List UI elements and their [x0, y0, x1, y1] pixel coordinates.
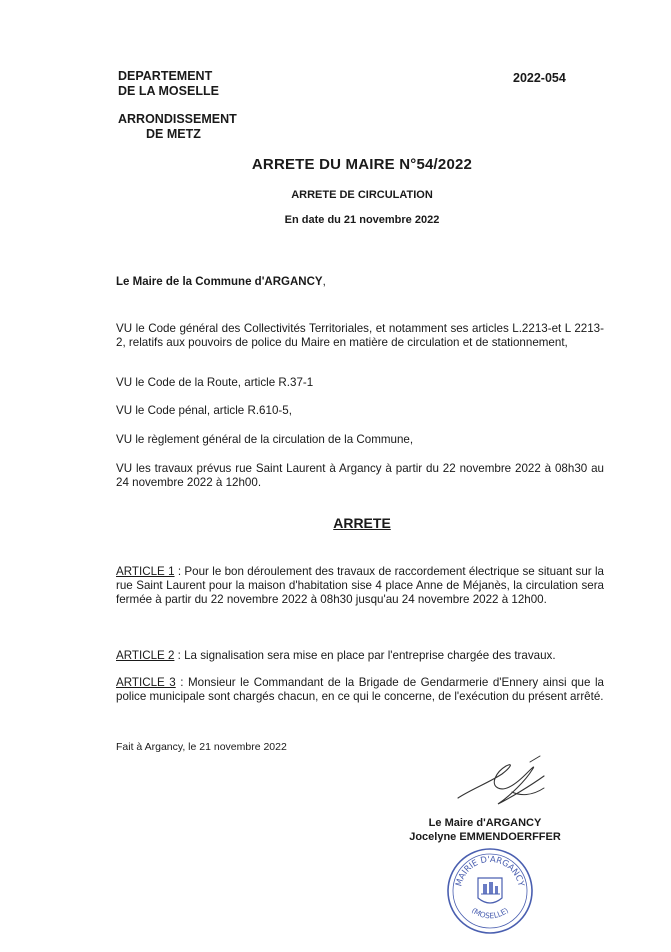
arrondissement-line-1: ARRONDISSEMENT: [118, 112, 237, 126]
consideration-4: VU le règlement général de la circulation de la Commune,: [116, 433, 414, 446]
handwritten-signature: [440, 752, 560, 814]
signatory-title: Le Maire d'ARGANCY: [428, 817, 542, 829]
reference-number: 2022-054: [513, 71, 566, 85]
arrondissement-line-2: DE METZ: [146, 127, 201, 141]
consideration-2: VU le Code de la Route, article R.37-1: [116, 376, 314, 389]
article-2-text: : La signalisation sera mise en place par l'entreprise chargée des travaux.: [174, 649, 556, 662]
arrondissement-block: [118, 112, 237, 142]
article-1: [116, 565, 604, 607]
department-line-2: DE LA MOSELLE: [118, 84, 219, 98]
document-subtitle: ARRETE DE CIRCULATION: [291, 189, 433, 201]
svg-text:(MOSELLE): (MOSELLE): [469, 905, 511, 921]
svg-text:MAIRIE D'ARGANCY: MAIRIE D'ARGANCY: [454, 854, 526, 888]
arrete-heading: ARRETE: [333, 515, 391, 531]
place-date: Fait à Argancy, le 21 novembre 2022: [116, 741, 287, 753]
consideration-5: VU les travaux prévus rue Saint Laurent à Argancy à partir du 22 novembre 2022 à 08h30 au 24 novembre 2022 à 12h00.: [116, 462, 604, 489]
signatory-block: [395, 817, 575, 844]
article-2-label: ARTICLE 2: [116, 649, 175, 662]
document-date: En date du 21 novembre 2022: [284, 214, 440, 226]
article-1-text: : Pour le bon déroulement des travaux de raccordement électrique se situant sur la rue Saint Laurent pour la maison d'habitation sise 4 place Anne de Méjanès, la circulation sera fermée à partir du 22 novembre 2022 à 08h30 jusqu'au 24 novembre 2022 à 12h00.: [116, 565, 605, 606]
department-line-1: DEPARTEMENT: [118, 69, 213, 83]
intro-line: [116, 276, 326, 288]
article-1-label: ARTICLE 1: [116, 565, 175, 578]
article-3-label: ARTICLE 3: [116, 676, 176, 689]
consideration-1: VU le Code général des Collectivités Territoriales, et notamment ses articles L.2213-et L 2213-2, relatifs aux pouvoirs de police du Maire en matière de circulation et de stationnement,: [116, 322, 604, 349]
article-2: [116, 649, 604, 663]
intro-comma: ,: [322, 276, 326, 288]
department-block: [118, 69, 219, 99]
article-3: [116, 676, 604, 704]
official-seal-stamp: [445, 846, 535, 936]
signatory-name: Jocelyne EMMENDOERFFER: [409, 830, 561, 843]
mayor-label: Le Maire de la Commune d'ARGANCY: [116, 276, 323, 288]
consideration-3: VU le Code pénal, article R.610-5,: [116, 404, 292, 417]
article-3-text: : Monsieur le Commandant de la Brigade de Gendarmerie d'Ennery ainsi que la police municipale sont chargés chacun, en ce qui le concerne, de l'exécution du présent arrêté.: [116, 676, 604, 703]
document-title: ARRETE DU MAIRE N°54/2022: [251, 156, 473, 173]
